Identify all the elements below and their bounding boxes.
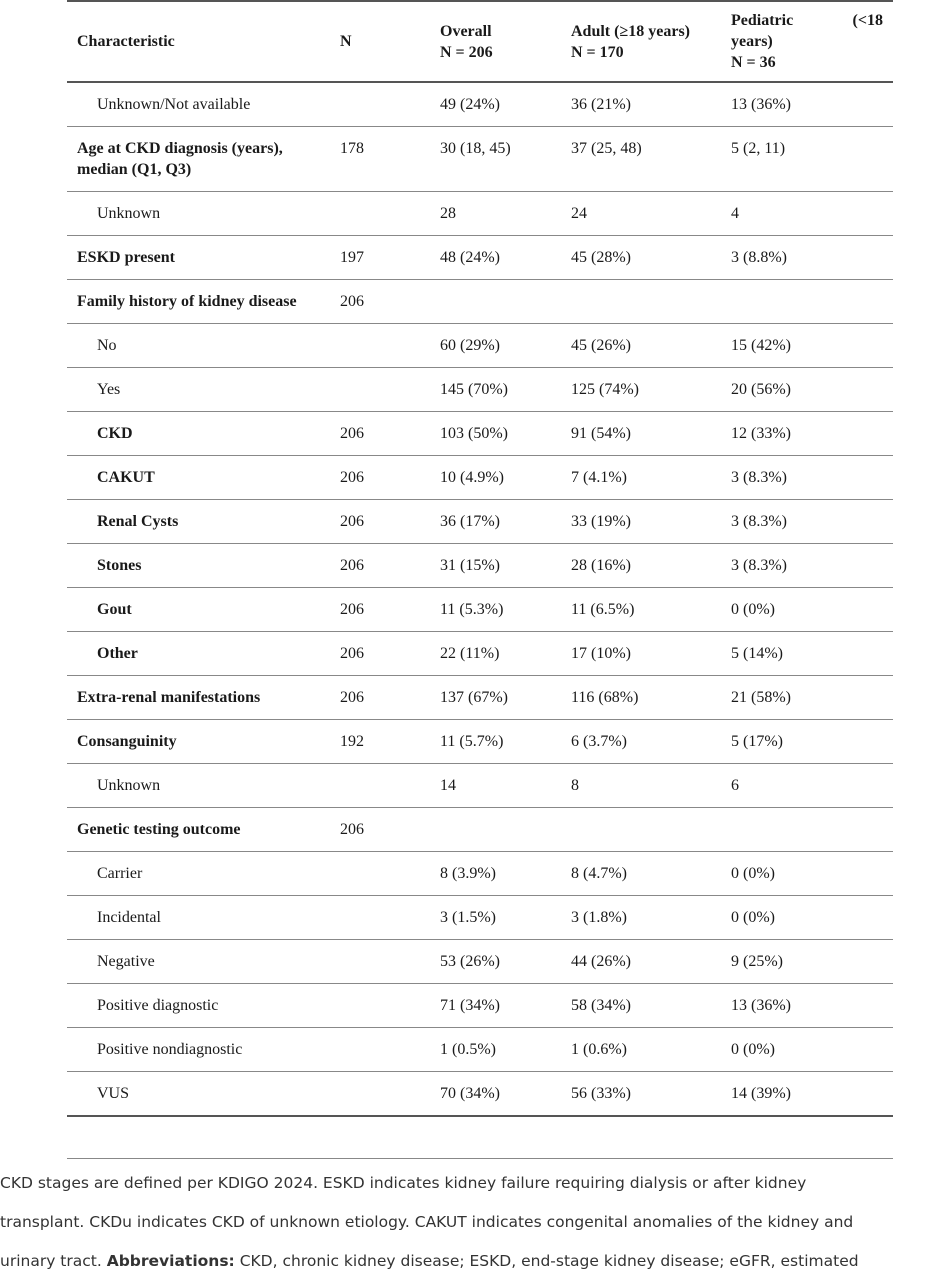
row-adult — [561, 280, 721, 324]
footnote-line-3-start: urinary tract. — [0, 1252, 107, 1270]
row-overall: 14 — [440, 777, 456, 794]
header-adult-n: N = 170 — [571, 44, 624, 61]
row-overall: 28 — [440, 205, 456, 222]
row-label: Other — [97, 645, 138, 662]
row-label: VUS — [97, 1085, 130, 1102]
row-adult: 36 (21%) — [571, 96, 631, 113]
row-overall: 53 (26%) — [440, 953, 500, 970]
row-label: Genetic testing outcome — [77, 821, 241, 838]
table-row — [67, 127, 893, 192]
row-overall: 145 (70%) — [440, 381, 508, 398]
row-pediatric: 3 (8.3%) — [731, 469, 787, 486]
row-overall: 8 (3.9%) — [440, 865, 496, 882]
row-overall: 49 (24%) — [440, 96, 500, 113]
characteristics-table — [67, 0, 893, 1159]
row-n — [330, 192, 430, 236]
row-adult: 8 (4.7%) — [571, 865, 627, 882]
row-pediatric: 4 — [731, 205, 739, 222]
table-row — [67, 720, 893, 764]
row-label: Consanguinity — [77, 733, 177, 750]
row-label: Unknown/Not available — [97, 96, 251, 113]
table-row — [67, 632, 893, 676]
row-label: Extra-renal manifestations — [77, 689, 261, 706]
table-footnote — [0, 1164, 948, 1281]
header-pediatric-label-b: (<18 — [852, 12, 883, 29]
row-overall: 103 (50%) — [440, 425, 508, 442]
table-row — [67, 940, 893, 984]
footnote-line-2: transplant. CKDu indicates CKD of unknown etiology. CAKUT indicates congenital anomalies of the kidney and — [0, 1213, 854, 1231]
row-adult: 58 (34%) — [571, 997, 631, 1014]
row-pediatric: 13 (36%) — [731, 96, 791, 113]
table-row — [67, 82, 893, 127]
row-label: Gout — [97, 601, 132, 618]
row-adult: 17 (10%) — [571, 645, 631, 662]
row-adult: 3 (1.8%) — [571, 909, 627, 926]
row-overall: 3 (1.5%) — [440, 909, 496, 926]
row-n — [330, 940, 430, 984]
row-overall — [430, 808, 561, 852]
row-n: 197 — [340, 249, 364, 266]
row-pediatric: 5 (14%) — [731, 645, 783, 662]
row-pediatric: 0 (0%) — [731, 1041, 775, 1058]
row-adult: 7 (4.1%) — [571, 469, 627, 486]
row-n — [330, 1028, 430, 1072]
table-row — [67, 1072, 893, 1117]
row-n — [330, 324, 430, 368]
footnote-line-1: CKD stages are defined per KDIGO 2024. ESKD indicates kidney failure requiring dialysis or after kidney — [0, 1174, 807, 1192]
header-overall — [430, 1, 561, 82]
table-row — [67, 412, 893, 456]
table-row — [67, 896, 893, 940]
row-label: CKD — [97, 425, 133, 442]
row-adult: 125 (74%) — [571, 381, 639, 398]
table-row — [67, 1028, 893, 1072]
row-pediatric: 3 (8.3%) — [731, 557, 787, 574]
row-n: 206 — [340, 513, 364, 530]
row-pediatric: 6 — [731, 777, 739, 794]
row-adult — [561, 808, 721, 852]
row-adult: 8 — [571, 777, 579, 794]
header-n: N — [340, 33, 352, 50]
footnote-line-3 — [0, 1242, 948, 1281]
row-adult: 24 — [571, 205, 587, 222]
row-adult: 116 (68%) — [571, 689, 639, 706]
row-adult: 33 (19%) — [571, 513, 631, 530]
row-adult: 37 (25, 48) — [571, 140, 642, 157]
row-n: 206 — [340, 293, 364, 310]
footnote-line-3-rest: CKD, chronic kidney disease; ESKD, end-stage kidney disease; eGFR, estimated — [234, 1252, 859, 1270]
row-pediatric: 14 (39%) — [731, 1085, 791, 1102]
row-overall: 31 (15%) — [440, 557, 500, 574]
row-pediatric: 5 (2, 11) — [731, 140, 786, 157]
header-pediatric-top — [731, 10, 883, 31]
header-pediatric — [721, 1, 893, 82]
table-row — [67, 676, 893, 720]
row-overall: 11 (5.7%) — [440, 733, 504, 750]
table-row — [67, 852, 893, 896]
table-row — [67, 456, 893, 500]
row-n: 192 — [340, 733, 364, 750]
row-pediatric: 0 (0%) — [731, 865, 775, 882]
table-row — [67, 984, 893, 1028]
row-n: 206 — [340, 645, 364, 662]
row-pediatric: 9 (25%) — [731, 953, 783, 970]
header-overall-label: Overall — [440, 23, 492, 40]
table-row — [67, 192, 893, 236]
row-adult: 6 (3.7%) — [571, 733, 627, 750]
footnote-abbreviations-label: Abbreviations: — [106, 1252, 235, 1270]
row-pediatric: 3 (8.8%) — [731, 249, 787, 266]
row-adult: 44 (26%) — [571, 953, 631, 970]
table-row — [67, 236, 893, 280]
table-header-row — [67, 1, 893, 82]
table-row — [67, 544, 893, 588]
row-label: Unknown — [97, 777, 161, 794]
row-label: Positive nondiagnostic — [97, 1041, 243, 1058]
row-n — [330, 764, 430, 808]
row-pediatric: 3 (8.3%) — [731, 513, 787, 530]
row-adult: 28 (16%) — [571, 557, 631, 574]
header-overall-n: N = 206 — [440, 44, 493, 61]
row-label: Carrier — [97, 865, 143, 882]
row-n: 206 — [340, 425, 364, 442]
row-adult: 11 (6.5%) — [571, 601, 635, 618]
row-overall: 48 (24%) — [440, 249, 500, 266]
row-adult: 91 (54%) — [571, 425, 631, 442]
table-row — [67, 368, 893, 412]
characteristics-table-container — [67, 0, 893, 1159]
table-row — [67, 588, 893, 632]
row-overall: 22 (11%) — [440, 645, 500, 662]
row-overall — [430, 280, 561, 324]
row-overall: 30 (18, 45) — [440, 140, 511, 157]
row-label: Age at CKD diagnosis (years), median (Q1, Q3) — [77, 140, 283, 178]
row-overall: 137 (67%) — [440, 689, 508, 706]
row-n: 206 — [340, 689, 364, 706]
row-label: Renal Cysts — [97, 513, 179, 530]
row-pediatric: 20 (56%) — [731, 381, 791, 398]
row-label: Family history of kidney disease — [77, 293, 297, 310]
row-overall: 36 (17%) — [440, 513, 500, 530]
row-n — [330, 896, 430, 940]
row-overall: 10 (4.9%) — [440, 469, 504, 486]
table-footer-spacer — [67, 1116, 893, 1158]
table-row — [67, 324, 893, 368]
row-n — [330, 984, 430, 1028]
row-n — [330, 852, 430, 896]
row-label: ESKD present — [77, 249, 175, 266]
row-label: Positive diagnostic — [97, 997, 219, 1014]
row-label: Unknown — [97, 205, 161, 222]
table-row — [67, 500, 893, 544]
row-n — [330, 82, 430, 127]
row-pediatric: 0 (0%) — [731, 909, 775, 926]
header-pediatric-n: N = 36 — [731, 54, 776, 71]
row-n: 206 — [340, 557, 364, 574]
row-pediatric: 21 (58%) — [731, 689, 791, 706]
table-row — [67, 808, 893, 852]
row-n: 206 — [340, 821, 364, 838]
header-adult — [561, 1, 721, 82]
row-overall: 60 (29%) — [440, 337, 500, 354]
header-pediatric-label-a: Pediatric — [731, 12, 794, 29]
table-row — [67, 280, 893, 324]
row-adult: 45 (26%) — [571, 337, 631, 354]
row-label: Stones — [97, 557, 142, 574]
row-pediatric: 0 (0%) — [731, 601, 775, 618]
row-label: Yes — [97, 381, 121, 398]
row-adult: 45 (28%) — [571, 249, 631, 266]
row-pediatric: 12 (33%) — [731, 425, 791, 442]
header-pediatric-label-c: years) — [731, 33, 773, 50]
header-adult-label: Adult (≥18 years) — [571, 23, 690, 40]
table-row — [67, 764, 893, 808]
row-n: 206 — [340, 469, 364, 486]
table-footer-spacer-cell — [67, 1116, 893, 1158]
row-n: 206 — [340, 601, 364, 618]
row-pediatric: 5 (17%) — [731, 733, 783, 750]
row-pediatric: 15 (42%) — [731, 337, 791, 354]
row-overall: 71 (34%) — [440, 997, 500, 1014]
row-pediatric — [721, 808, 893, 852]
row-label: CAKUT — [97, 469, 155, 486]
row-adult: 1 (0.6%) — [571, 1041, 627, 1058]
row-n — [330, 1072, 430, 1117]
table-body — [67, 82, 893, 1158]
header-characteristic: Characteristic — [77, 33, 175, 50]
row-pediatric — [721, 280, 893, 324]
row-label: No — [97, 337, 117, 354]
row-overall: 70 (34%) — [440, 1085, 500, 1102]
row-overall: 11 (5.3%) — [440, 601, 504, 618]
row-adult: 56 (33%) — [571, 1085, 631, 1102]
row-label: Negative — [97, 953, 155, 970]
row-pediatric: 13 (36%) — [731, 997, 791, 1014]
row-label: Incidental — [97, 909, 161, 926]
row-overall: 1 (0.5%) — [440, 1041, 496, 1058]
row-n — [330, 368, 430, 412]
row-n: 178 — [340, 140, 364, 157]
